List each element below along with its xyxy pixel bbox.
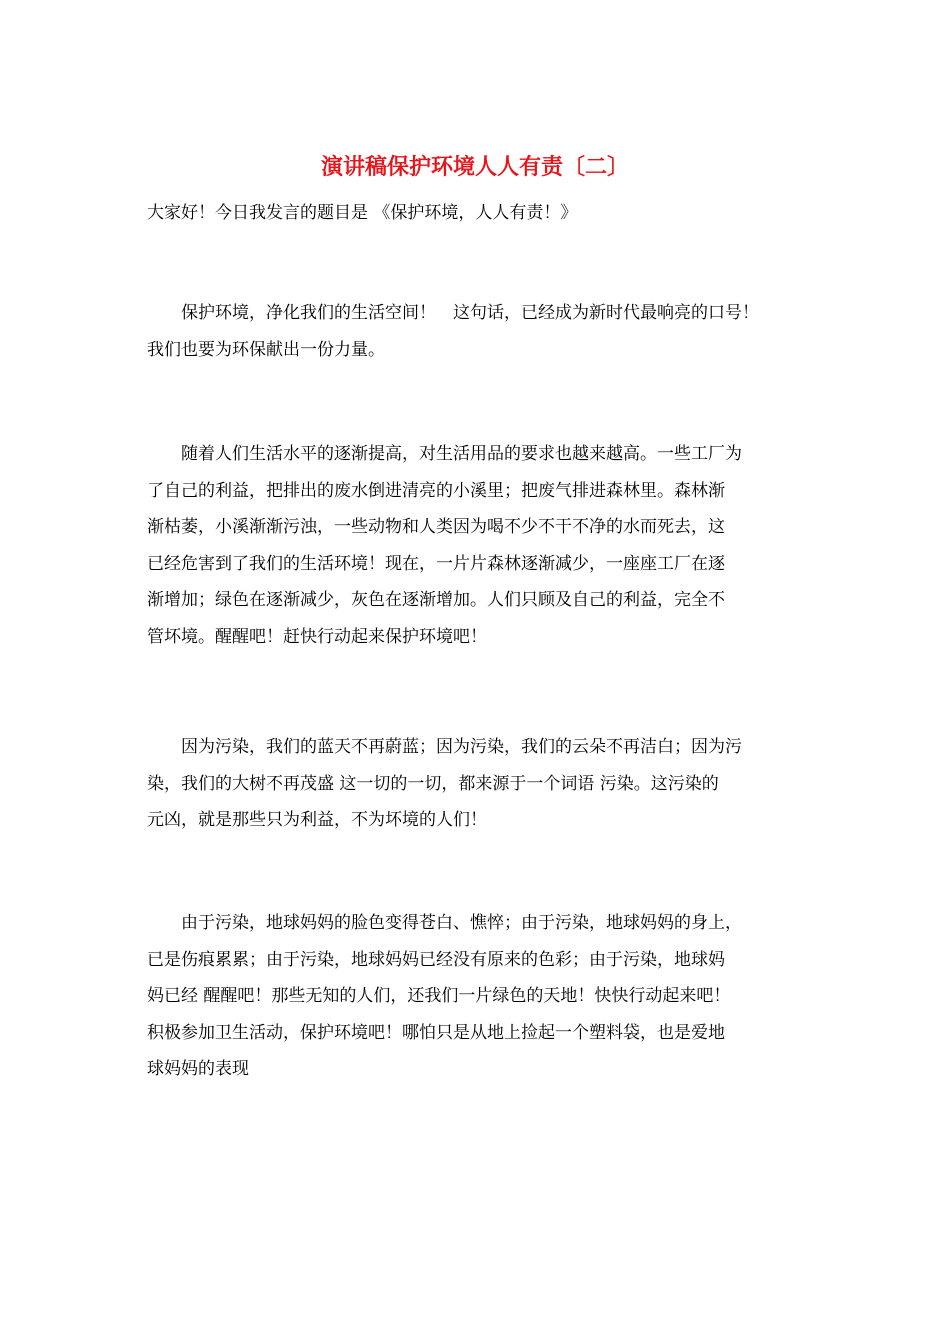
paragraph-line: 积极参加卫生活动，保护环境吧！哪怕只是从地上捡起一个塑料袋，也是爱地 [147, 1022, 725, 1043]
paragraph-line: 管坏境。醒醒吧！赶快行动起来保护环境吧！ [147, 626, 487, 647]
paragraph-2 [147, 436, 807, 656]
paragraph-line: 元凶，就是那些只为利益，不为坏境的人们！ [147, 810, 487, 831]
paragraph-1 [147, 295, 807, 368]
paragraph-line: 因为污染，我们的蓝天不再蔚蓝；因为污染，我们的云朵不再洁白；因为污 [147, 737, 742, 757]
paragraph-4 [147, 905, 807, 1088]
document-title: 演讲稿保护环境人人有责〔二〕 [320, 154, 629, 180]
paragraph-line: 妈已经 醒醒吧！那些无知的人们，还我们一片绿色的天地！快快行动起来吧！ [147, 986, 731, 1007]
paragraph-line: 渐增加；绿色在逐渐减少，灰色在逐渐增加。人们只顾及自己的利益，完全不 [147, 590, 725, 611]
greeting-line: 大家好！今日我发言的题目是 《保护环境，人人有责！》 [147, 203, 578, 223]
paragraph-line: 随着人们生活水平的逐渐提高，对生活用品的要求也越来越高。一些工厂为 [147, 444, 742, 464]
paragraph-line: 保护环境，净化我们的生活空间！ 这句话，已经成为新时代最响亮的口号！ [147, 303, 759, 323]
paragraph-line: 球妈妈的表现 [147, 1059, 249, 1080]
paragraph-line: 由于污染，地球妈妈的脸色变得苍白、憔悴；由于污染，地球妈妈的身上， [147, 913, 742, 933]
paragraph-line: 染，我们的大树不再茂盛 这一切的一切，都来源于一个词语 污染。这污染的 [147, 773, 719, 794]
paragraph-line: 渐枯萎，小溪渐渐污浊，一些动物和人类因为喝不少不干不净的水而死去，这 [147, 517, 725, 538]
paragraph-line: 了自己的利益，把排出的废水倒进清亮的小溪里；把废气排进森林里。森林渐 [147, 480, 725, 501]
paragraph-line: 已经危害到了我们的生活环境！现在，一片片森林逐渐减少，一座座工厂在逐 [147, 553, 725, 574]
paragraph-3 [147, 729, 807, 839]
paragraph-line: 我们也要为环保献出一份力量。 [147, 339, 385, 360]
paragraph-line: 已是伤痕累累；由于污染，地球妈妈已经没有原来的色彩；由于污染，地球妈 [147, 949, 725, 970]
